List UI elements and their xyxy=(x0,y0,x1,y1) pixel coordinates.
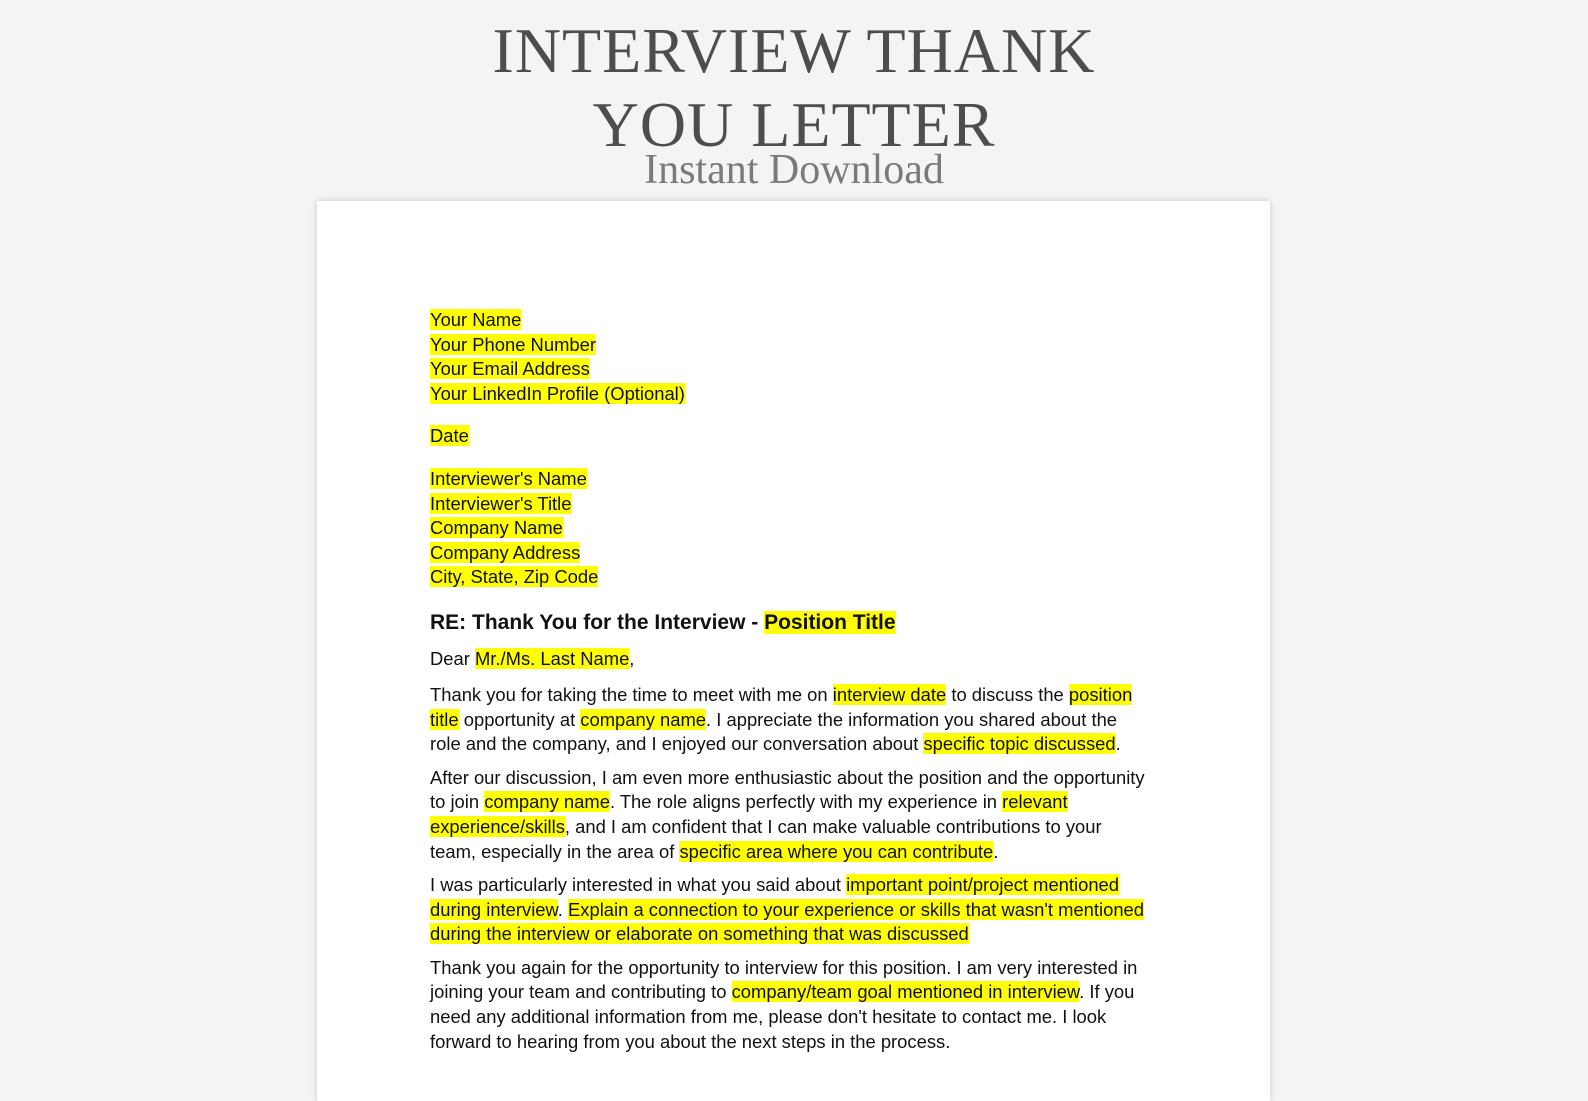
subject-position: Position Title xyxy=(764,610,896,634)
salutation: Dear Mr./Ms. Last Name, xyxy=(430,647,635,669)
sender-name: Your Name xyxy=(430,309,522,330)
letter-page-preview xyxy=(317,201,1270,1101)
paragraph-4: Thank you again for the opportunity to interview for this position. I am very interested in joining your team and contributing to company/team goal mentioned in interview. If you need any additional information from me, please don't hesitate to contact me. I look forward to hearing from you about the next steps in the process. xyxy=(430,956,1138,1052)
subject-line: RE: Thank You for the Interview - Position Title xyxy=(430,610,896,634)
recipient-city-state-zip: City, State, Zip Code xyxy=(430,566,599,588)
title-line-2: YOU LETTER xyxy=(592,89,996,160)
paragraph-1: Thank you for taking the time to meet with me on interview date to discuss the position title opportunity at company name. I appreciate the information you shared about the role and the company, and I enjoyed our conversation about specific topic discussed. xyxy=(430,683,1133,755)
recipient-title: Interviewer's Title xyxy=(430,492,572,514)
letter-date: Date xyxy=(430,425,469,447)
recipient-company: Company Name xyxy=(430,517,563,539)
sender-block xyxy=(430,308,1160,406)
sender-phone: Your Phone Number xyxy=(430,333,596,355)
recipient-address: Company Address xyxy=(430,541,581,563)
sender-linkedin: Your LinkedIn Profile (Optional) xyxy=(430,382,685,404)
recipient-name: Interviewer's Name xyxy=(430,467,587,489)
salutation-name: Mr./Ms. Last Name xyxy=(474,647,630,669)
letter-content xyxy=(430,308,1160,1054)
paragraph-3: I was particularly interested in what you said about important point/project mentioned during interview. Explain a connection to your experience or skills that wasn't mentioned during the interview or elaborate on something that was discussed xyxy=(430,874,1145,945)
sender-email: Your Email Address xyxy=(430,358,590,380)
product-subtitle: Instant Download xyxy=(644,147,944,193)
paragraph-2: After our discussion, I am even more enthusiastic about the position and the opportunity to join company name. The role aligns perfectly with my experience in relevant experience/skills, and I am confident that I can make valuable contributions to your team, especially in the area of specific area where you can contribute. xyxy=(430,766,1145,862)
title-line-1: INTERVIEW THANK xyxy=(492,15,1096,86)
recipient-block xyxy=(430,467,1160,590)
product-title xyxy=(0,14,1588,162)
